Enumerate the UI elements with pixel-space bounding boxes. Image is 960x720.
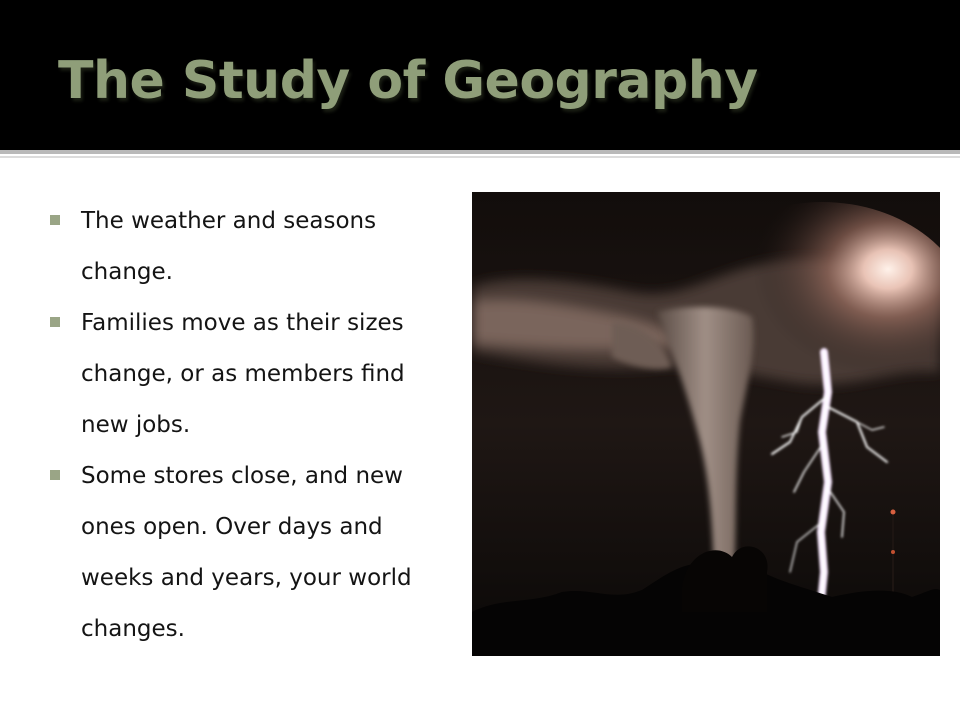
photo-illustration xyxy=(472,192,940,656)
slide-title: The Study of Geography xyxy=(58,51,758,111)
square-bullet-icon xyxy=(50,317,60,327)
bullet-text: Some stores close, and new ones open. Over days and weeks and years, your world changes. xyxy=(81,463,412,642)
bullet-item xyxy=(50,196,450,298)
bullet-list xyxy=(50,196,450,655)
title-divider-thin xyxy=(0,156,960,158)
title-divider xyxy=(0,150,960,154)
title-bar xyxy=(0,0,960,150)
tower-light xyxy=(891,510,896,515)
tornado-lightning-photo xyxy=(472,192,940,656)
square-bullet-icon xyxy=(50,470,60,480)
bullet-item xyxy=(50,298,450,451)
square-bullet-icon xyxy=(50,215,60,225)
bullet-item xyxy=(50,451,450,655)
bullet-text: The weather and seasons change. xyxy=(81,208,377,285)
bullet-text: Families move as their sizes change, or as members find new jobs. xyxy=(81,310,405,438)
tower-light xyxy=(891,550,895,554)
